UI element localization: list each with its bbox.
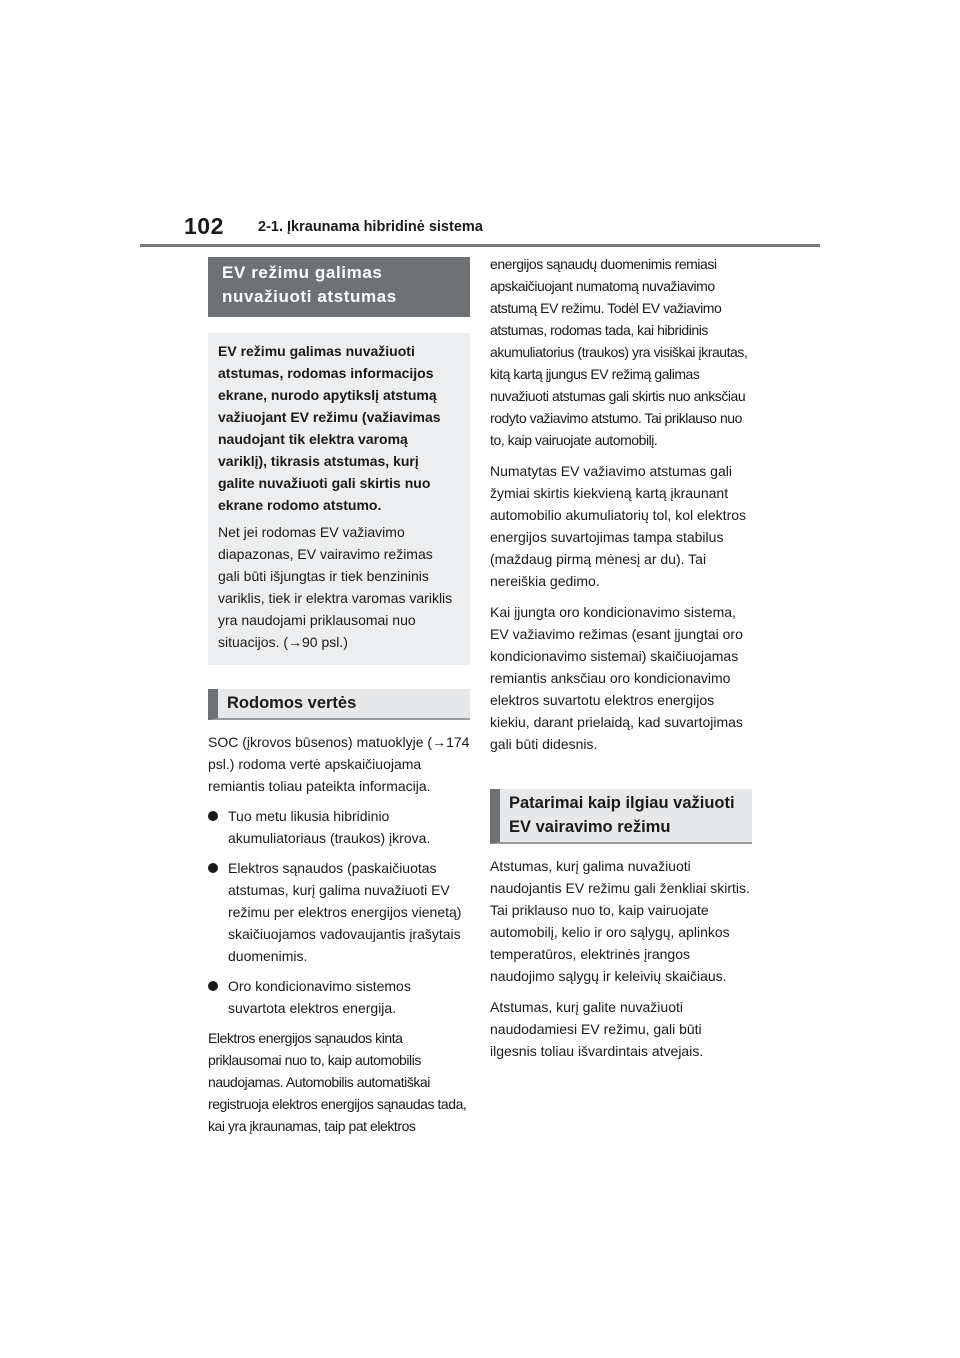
callout-text: Net jei rodomas EV važiavimo diapazonas, EV vairavimo režimas gali būti išjungtas ir tiek benzininis variklis, tiek ir elektra varomas variklis yra naudojami priklausomai nuo situacijos. (→90 psl.) (218, 524, 453, 650)
section-title-ev-tips: Patarimai kaip ilgiau važiuoti EV vairavimo režimu (490, 789, 752, 844)
bullet-icon (208, 981, 218, 991)
info-callout (208, 333, 470, 665)
closing-paragraph: Elektros energijos sąnaudos kinta priklausomai nuo to, kaip automobilis naudojamas. Automobilis automatiškai registruoja elektros energijos sąnaudas tada, kai yra įkraunamas, taip pat elektros (208, 1030, 467, 1134)
paragraph-consumption-data: energijos sąnaudų duomenimis remiasi apskaičiuojant numatomą nuvažiavimo atstumą EV režimu. Todėl EV važiavimo atstumas, rodomas tada, kai hibridinis akumuliatorius (traukos) yra visiškai įkrautas, kitą kartą įjungus EV režimą galimas nuvažiuoti atstumas gali skirtis nuo anksčiau rodyto važiavimo atstumo. Tai priklauso nuo to, kaip vairuojate automobilį. (490, 256, 748, 448)
paragraph-air-conditioning: Kai įjungta oro kondicionavimo sistema, EV važiavimo režimas (esant įjungtai oro kondicionavimo sistemai) skaičiuojamas remiantis anksčiau oro kondicionavimo elektros suvartotu elektros energijos kiekiu, darant prielaidą, kad suvartojimas gali būti didesnis. (490, 604, 743, 752)
header-rule (140, 244, 820, 247)
bullet-list (208, 805, 470, 1019)
list-item: Elektros sąnaudos (paskaičiuotas atstumas, kurį galima nuvažiuoti EV režimu per elektros energijos vienetą) skaičiuojamos vadovaujantis įrašytais duomenimis. (208, 857, 470, 967)
section-title-displayed-values: Rodomos vertės (208, 689, 470, 720)
paragraph-longer-distance: Atstumas, kurį galite nuvažiuoti naudodamiesi EV režimu, gali būti ilgesnis toliau išvardintais atvejais. (490, 999, 704, 1059)
callout-bold-text: EV režimu galimas nuvažiuoti atstumas, rodomas informacijos ekrane, nurodo apytikslį atstumą važiuojant EV režimu (važiavimas naudojant tik elektra varomą variklį), tikrasis atstumas, kurį galite nuvažiuoti gali skirtis nuo ekrane rodomo atstumo. (218, 343, 441, 513)
list-item: Oro kondicionavimo sistemos suvartota elektros energija. (208, 975, 470, 1019)
right-column (490, 253, 752, 1062)
bullet-icon (208, 811, 218, 821)
paragraph-estimated-range: Numatytas EV važiavimo atstumas gali žymiai skirtis kiekvieną kartą įkraunant automobilio akumuliatorių tol, kol elektros energijos suvartojimas tampa stabilus (maždaug pirmą mėnesį ar du). Tai nereiškia gedimo. (490, 463, 747, 589)
page-number: 102 (184, 213, 224, 239)
bullet-icon (208, 863, 218, 873)
paragraph-distance-varies: Atstumas, kurį galima nuvažiuoti naudojantis EV režimu gali ženkliai skirtis. Tai priklauso nuo to, kaip vairuojate automobilį, kelio ir oro sąlygų, aplinkos temperatūros, elektrinės įrangos naudojimo sąlygų ir keleivių skaičiaus. (490, 858, 750, 984)
list-item: Tuo metu likusia hibridinio akumuliatoriaus (traukos) įkrova. (208, 805, 470, 849)
intro-paragraph: SOC (įkrovos būsenos) matuoklyje (→174 psl.) rodoma vertė apskaičiuojama remiantis toliau pateikta informacija. (208, 734, 470, 794)
left-column (208, 257, 470, 1137)
section-title-ev-range: EV režimu galimas nuvažiuoti atstumas (208, 257, 470, 317)
chapter-title: 2-1. Įkraunama hibridinė sistema (258, 219, 483, 235)
